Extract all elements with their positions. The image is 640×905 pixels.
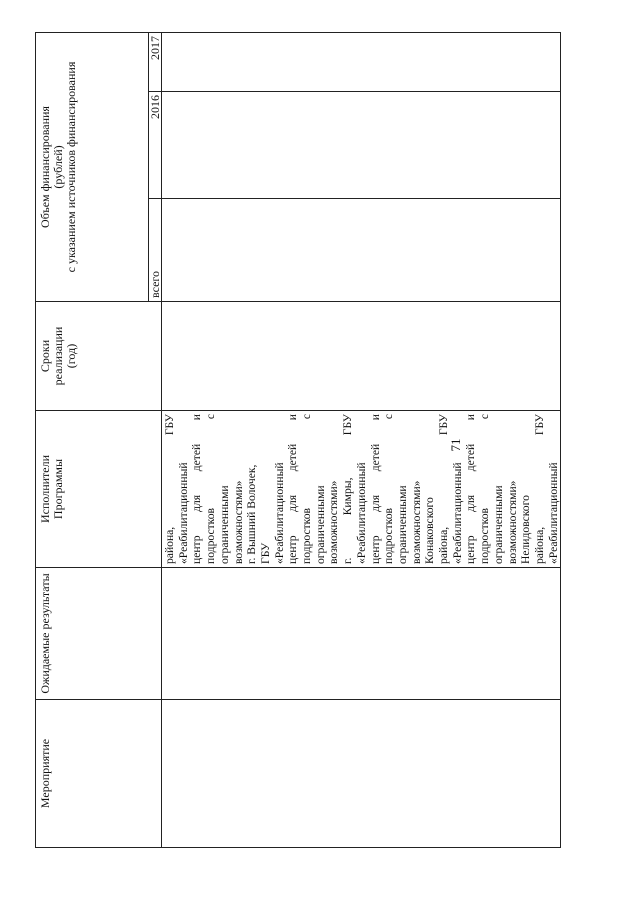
executor-line [547, 414, 561, 564]
executor-word: с [204, 414, 218, 420]
executor-word: центр [368, 535, 382, 564]
executor-word: ГБУ [532, 414, 546, 436]
executor-line [204, 414, 218, 564]
executor-word: для [286, 494, 300, 512]
executor-word: ограниченными [491, 485, 505, 564]
executor-word: «Реабилитационный [176, 462, 190, 564]
executor-word: и [368, 414, 382, 421]
executor-line [259, 414, 273, 564]
executor-word: подростков [382, 508, 396, 564]
executor-line [341, 414, 355, 564]
executor-word: возможностями» [231, 480, 245, 564]
executor-word: г. [341, 557, 355, 564]
executor-word: для [368, 494, 382, 512]
executor-line [423, 414, 437, 564]
cell-2016 [162, 92, 561, 199]
executor-line [190, 414, 204, 564]
executor-line [410, 414, 424, 564]
header-executors: Исполнители Программы [36, 411, 162, 568]
executor-line [506, 414, 520, 564]
executor-word: района, [437, 526, 451, 564]
executor-word: детей [286, 443, 300, 472]
executor-word: детей [464, 443, 478, 472]
cell-terms [162, 302, 561, 411]
executor-word: с [478, 414, 492, 420]
executor-line [245, 414, 259, 564]
executor-line [300, 414, 314, 564]
executor-word: ограниченными [395, 485, 409, 564]
executor-word: Конаковского [423, 497, 437, 564]
executor-word: подростков [204, 508, 218, 564]
executor-word: ГБУ [341, 414, 355, 436]
executor-word: возможностями» [505, 480, 519, 564]
header-year-2017: 2017 [149, 33, 162, 92]
executor-line [314, 414, 328, 564]
executor-line [327, 414, 341, 564]
executor-word: возможностями» [327, 480, 341, 564]
executor-word: для [190, 494, 204, 512]
executor-word: с [382, 414, 396, 420]
executor-line [163, 414, 177, 564]
executor-word: и [286, 414, 300, 421]
page-number: 71 [448, 438, 463, 452]
header-terms: Сроки реализации (год) [36, 302, 162, 411]
executor-line [232, 414, 246, 564]
executor-word: «Реабилитационный [546, 462, 560, 564]
executor-line [218, 414, 232, 564]
executor-word: ГБУ [437, 414, 451, 436]
header-total: всего [149, 199, 162, 302]
header-year-2016: 2016 [149, 92, 162, 199]
executor-line [177, 414, 191, 564]
executor-word: центр [190, 535, 204, 564]
executor-line [533, 414, 547, 564]
executor-line [478, 414, 492, 564]
executor-word: с [300, 414, 314, 420]
executor-word: ограниченными [217, 485, 231, 564]
executor-word: «Реабилитационный [450, 462, 464, 564]
executor-word: и [190, 414, 204, 421]
header-expected-results: Ожидаемые результаты [36, 568, 162, 700]
cell-total [162, 199, 561, 302]
executor-word: ГБУ [258, 542, 272, 564]
executor-line [355, 414, 369, 564]
executor-word: г. Вышний Волочек, [245, 464, 259, 564]
executor-line [273, 414, 287, 564]
executor-word: района, [532, 526, 546, 564]
executor-word: детей [190, 443, 204, 472]
executor-word: подростков [300, 508, 314, 564]
executor-word: и [464, 414, 478, 421]
executor-word: «Реабилитационный [354, 462, 368, 564]
executor-line [464, 414, 478, 564]
executor-word: для [464, 494, 478, 512]
executors-list [163, 414, 560, 564]
executor-word: ограниченными [313, 485, 327, 564]
executor-word: детей [368, 443, 382, 472]
cell-2017 [162, 33, 561, 92]
executor-line [396, 414, 410, 564]
cell-expected-results [162, 568, 561, 700]
executor-word: Нелидовского [519, 495, 533, 564]
executor-line [519, 414, 533, 564]
executor-word: ГБУ [163, 414, 176, 436]
executor-word: центр [286, 535, 300, 564]
header-funding: Объем финансирования (рублей) с указанием источников финансирования [36, 33, 149, 302]
executor-line [286, 414, 300, 564]
executor-line [492, 414, 506, 564]
executor-line [369, 414, 383, 564]
cell-measure [162, 700, 561, 848]
executor-word: Кимры, [341, 477, 355, 516]
executor-word: центр [464, 535, 478, 564]
executor-word: «Реабилитационный [272, 462, 286, 564]
executor-word: района, [163, 526, 176, 564]
header-measure: Мероприятие [36, 700, 162, 848]
executor-line [451, 414, 465, 564]
executor-line [382, 414, 396, 564]
cell-executors [162, 411, 561, 568]
executor-line [437, 414, 451, 564]
executor-word: подростков [478, 508, 492, 564]
executor-word: возможностями» [409, 480, 423, 564]
funding-table [35, 32, 561, 848]
